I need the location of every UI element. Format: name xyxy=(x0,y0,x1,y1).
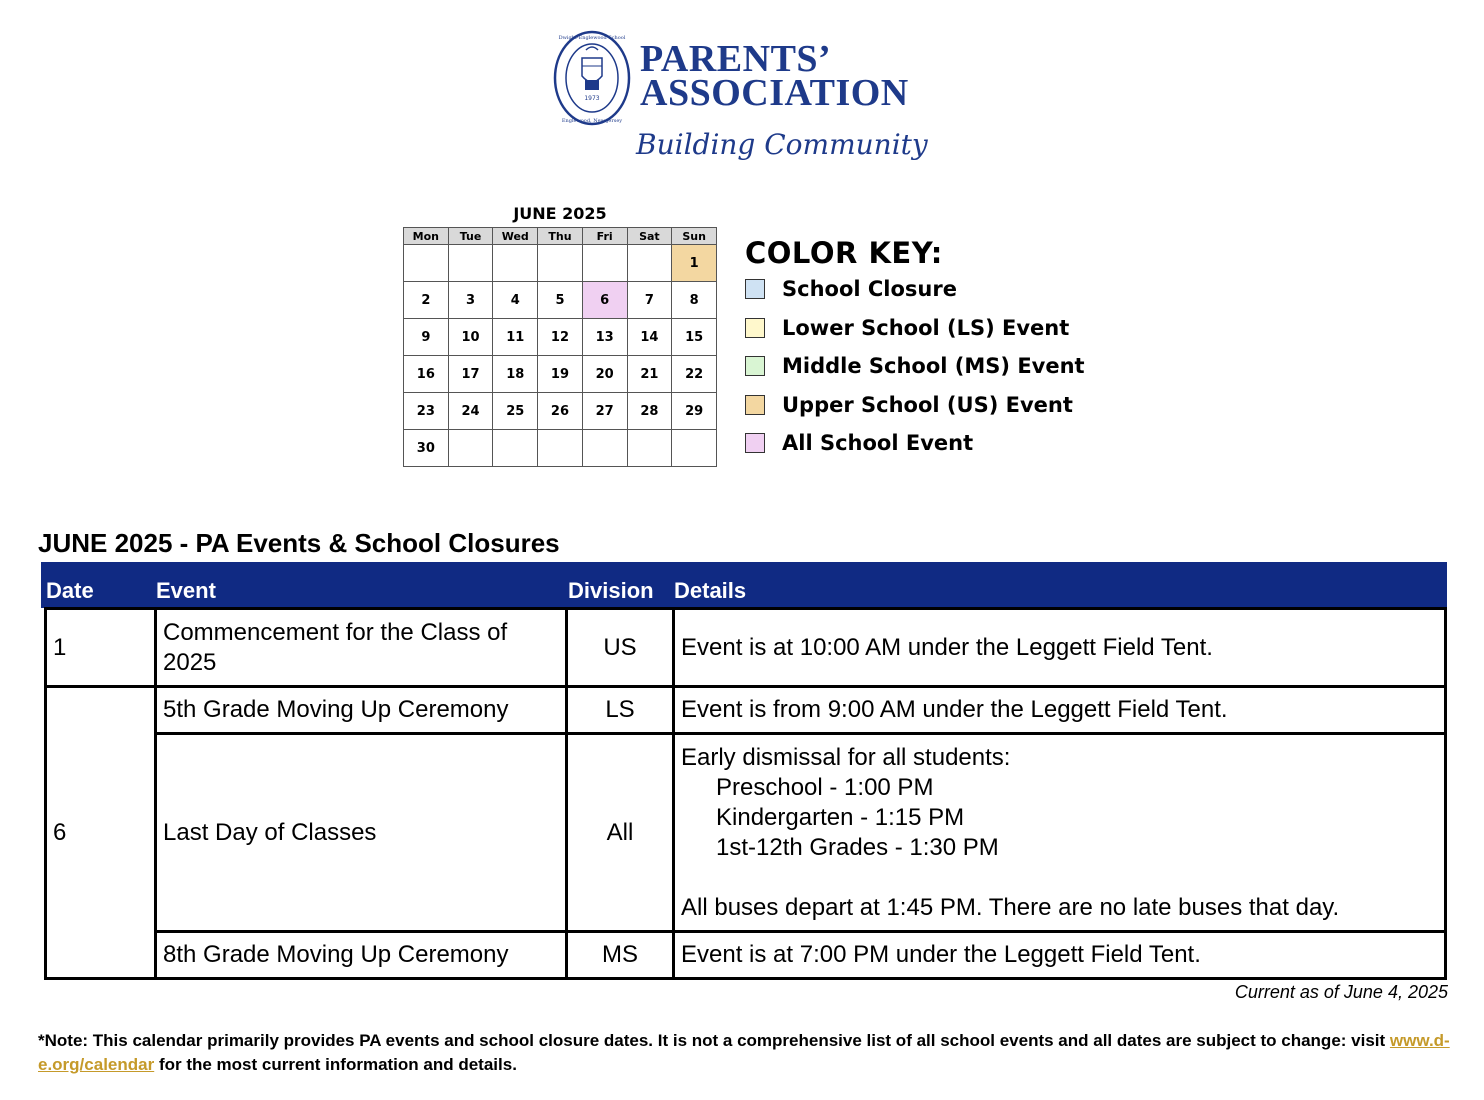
event-date: 1 xyxy=(46,609,156,687)
note-suffix: for the most current information and details. xyxy=(154,1055,517,1074)
calendar-day: 29 xyxy=(672,393,717,430)
calendar-link[interactable]: www.d-e.org/calendar xyxy=(38,1031,1450,1074)
details-time: Preschool - 1:00 PM xyxy=(716,774,934,801)
note-prefix: *Note: This calendar primarily provides PA events and school closure dates. It is not a comprehensive list of all school events and all dates are subject to change: visit xyxy=(38,1031,1390,1050)
color-key-label: Upper School (US) Event xyxy=(782,392,1073,417)
pa-title-line2: ASSOCIATION xyxy=(640,72,909,114)
calendar-day: 22 xyxy=(672,356,717,393)
calendar-weekday: Fri xyxy=(582,228,627,245)
color-key-item xyxy=(745,347,1085,386)
calendar-empty-day xyxy=(448,245,493,282)
color-key-label: Middle School (MS) Event xyxy=(782,354,1085,379)
color-key-item xyxy=(745,424,1085,463)
event-division: LS xyxy=(567,687,674,734)
calendar-day: 21 xyxy=(627,356,672,393)
event-division: US xyxy=(567,609,674,687)
calendar-day: 19 xyxy=(538,356,583,393)
calendar-week xyxy=(404,245,717,282)
event-details: Event is at 10:00 AM under the Leggett Field Tent. xyxy=(674,609,1446,687)
calendar-day: 17 xyxy=(448,356,493,393)
calendar-day: 7 xyxy=(627,282,672,319)
calendar-weekday: Sun xyxy=(672,228,717,245)
calendar-day: 13 xyxy=(582,319,627,356)
calendar-day: 25 xyxy=(493,393,538,430)
calendar-empty-day xyxy=(493,245,538,282)
column-header-details: Details xyxy=(674,578,747,603)
events-table-header xyxy=(41,562,1447,608)
pa-title-line1: PARENTS’ xyxy=(640,38,832,80)
color-key-label: Lower School (LS) Event xyxy=(782,315,1070,340)
calendar-empty-day xyxy=(582,430,627,467)
school-seal-logo xyxy=(552,28,632,128)
color-key-label: School Closure xyxy=(782,277,957,302)
seal-year: 1973 xyxy=(584,95,600,102)
mini-calendar xyxy=(403,227,717,467)
events-section-title: JUNE 2025 - PA Events & School Closures xyxy=(38,528,560,558)
calendar-weekday: Wed xyxy=(493,228,538,245)
calendar-day: 9 xyxy=(404,319,449,356)
details-intro: Early dismissal for all students: xyxy=(681,744,1011,771)
calendar-day: 6 xyxy=(582,282,627,319)
calendar-empty-day xyxy=(627,245,672,282)
calendar-empty-day xyxy=(404,245,449,282)
event-name: Commencement for the Class of 2025 xyxy=(156,609,567,687)
table-row xyxy=(46,687,1446,734)
column-header-date: Date xyxy=(46,578,94,603)
color-key-label: All School Event xyxy=(782,431,974,456)
calendar-day: 24 xyxy=(448,393,493,430)
calendar-day: 27 xyxy=(582,393,627,430)
calendar-day: 15 xyxy=(672,319,717,356)
calendar-day: 14 xyxy=(627,319,672,356)
calendar-empty-day xyxy=(627,430,672,467)
event-name: 8th Grade Moving Up Ceremony xyxy=(156,932,567,979)
calendar-empty-day xyxy=(538,430,583,467)
color-key-title: COLOR KEY: xyxy=(745,236,943,270)
color-key-list xyxy=(745,270,1085,463)
calendar-empty-day xyxy=(493,430,538,467)
seal-name: Dwight-Englewood School xyxy=(558,35,626,41)
calendar-empty-day xyxy=(448,430,493,467)
calendar-weekday: Thu xyxy=(538,228,583,245)
calendar-weekday-row xyxy=(404,228,717,245)
table-row xyxy=(46,609,1446,687)
calendar-week xyxy=(404,393,717,430)
event-date: 6 xyxy=(46,687,156,979)
calendar-empty-day xyxy=(582,245,627,282)
calendar-day: 5 xyxy=(538,282,583,319)
footnote xyxy=(38,1029,1450,1077)
calendar-day: 1 xyxy=(672,245,717,282)
calendar-weekday: Sat xyxy=(627,228,672,245)
column-header-division: Division xyxy=(568,578,654,603)
calendar-empty-day xyxy=(538,245,583,282)
calendar-day: 12 xyxy=(538,319,583,356)
details-time: 1st-12th Grades - 1:30 PM xyxy=(716,834,999,861)
table-row xyxy=(46,932,1446,979)
pa-header xyxy=(552,28,942,178)
event-details: Event is at 7:00 PM under the Leggett Field Tent. xyxy=(674,932,1446,979)
calendar-empty-day xyxy=(672,430,717,467)
calendar-day: 28 xyxy=(627,393,672,430)
details-time: Kindergarten - 1:15 PM xyxy=(716,804,965,831)
color-swatch xyxy=(745,356,765,376)
current-as-of: Current as of June 4, 2025 xyxy=(1234,982,1448,1002)
tagline: Building Community xyxy=(636,128,928,161)
calendar-day: 8 xyxy=(672,282,717,319)
color-swatch xyxy=(745,433,765,453)
calendar-day: 10 xyxy=(448,319,493,356)
calendar-week xyxy=(404,319,717,356)
calendar-week xyxy=(404,430,717,467)
calendar-day: 30 xyxy=(404,430,449,467)
pa-title xyxy=(640,38,909,114)
column-header-event: Event xyxy=(156,578,216,603)
color-swatch xyxy=(745,318,765,338)
event-name: Last Day of Classes xyxy=(156,734,567,932)
event-details xyxy=(674,734,1446,932)
calendar-day: 20 xyxy=(582,356,627,393)
details-buses: All buses depart at 1:45 PM. There are no late buses that day. xyxy=(681,894,1340,921)
event-division: All xyxy=(567,734,674,932)
color-swatch xyxy=(745,279,765,299)
color-key-item xyxy=(745,270,1085,309)
color-key-item xyxy=(745,309,1085,348)
events-table xyxy=(44,607,1447,980)
color-key xyxy=(745,236,1085,463)
calendar-day: 11 xyxy=(493,319,538,356)
calendar-day: 23 xyxy=(404,393,449,430)
event-name: 5th Grade Moving Up Ceremony xyxy=(156,687,567,734)
color-key-item xyxy=(745,386,1085,425)
calendar-day: 3 xyxy=(448,282,493,319)
calendar-day: 4 xyxy=(493,282,538,319)
color-swatch xyxy=(745,395,765,415)
calendar-day: 18 xyxy=(493,356,538,393)
calendar-week xyxy=(404,356,717,393)
calendar-weekday: Tue xyxy=(448,228,493,245)
calendar-weekday: Mon xyxy=(404,228,449,245)
seal-location: Englewood, New Jersey xyxy=(561,118,623,124)
calendar-week xyxy=(404,282,717,319)
table-row xyxy=(46,734,1446,932)
calendar-day: 2 xyxy=(404,282,449,319)
event-division: MS xyxy=(567,932,674,979)
calendar-body xyxy=(404,245,717,467)
event-details: Event is from 9:00 AM under the Leggett Field Tent. xyxy=(674,687,1446,734)
calendar-title: JUNE 2025 xyxy=(513,204,607,223)
calendar-day: 16 xyxy=(404,356,449,393)
calendar-day: 26 xyxy=(538,393,583,430)
